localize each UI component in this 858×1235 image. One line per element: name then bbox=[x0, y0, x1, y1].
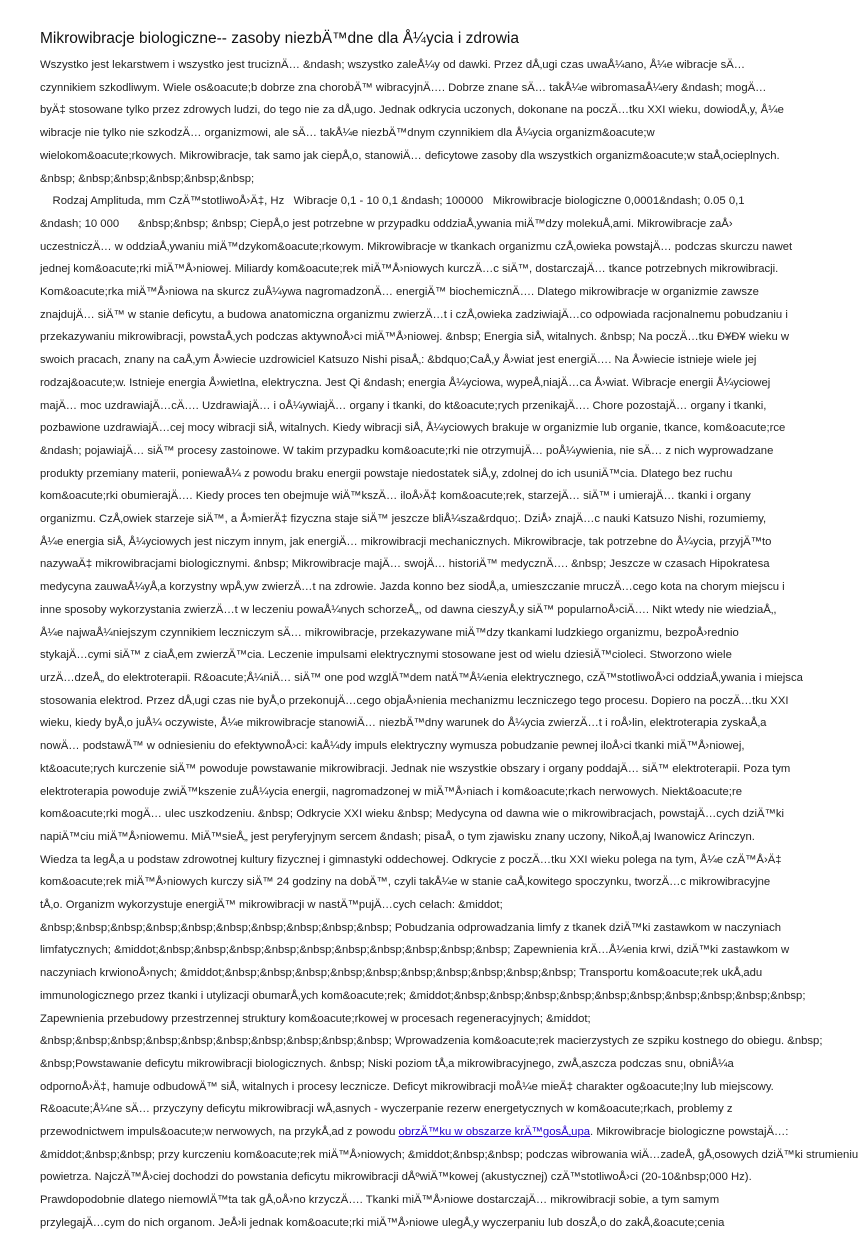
text-line: kt&oacute;rych kurczenie siÄ™ powoduje powstawanie mikrowibracji. Jednak nie wszystkie obszary i organy poddajÄ… siÄ™ elektroterapii. Poza tym bbox=[40, 762, 791, 775]
text-line: stykajÄ…cymi siÄ™ z ciaÅ‚em zwierzÄ™cia. Leczenie impulsami elektrycznymi stosowane jest od wielu dziesiÄ™cioleci. Stworzono wiele bbox=[40, 649, 732, 662]
text-line: medycyna zauwaÅ¼yÅ‚a korzystny wpÅ‚yw zwierzÄ…t na zdrowie. Jazda konno bez siodÅ‚a, umieszczanie mruczÄ…cego kota na chorym miejscu i bbox=[40, 581, 785, 594]
text-line: nowÄ… podstawÄ™ w odniesieniu do efektywnoÅ›ci: kaÅ¼dy impuls elektryczny wymusza pobudzanie pewnej iloÅ›ci tkanki miÄ™Å›niowej, bbox=[40, 740, 745, 753]
text-line: nazywaÄ‡ mikrowibracjami biologicznymi. &nbsp; Mikrowibracje majÄ… swojÄ… historiÄ™ medycznÄ…. &nbsp; Jeszcze w czasach Hipokratesa bbox=[40, 558, 770, 571]
text-line: wielokom&oacute;rkowych. Mikrowibracje, tak samo jak ciepÅ‚o, stanowiÄ… deficytowe zasoby dla wszystkich organizm&oacute;w staÅ‚ocieplnych. bbox=[40, 149, 780, 162]
text-line: Rodzaj Amplituda, mm CzÄ™stotliwoÅ›Ä‡, Hz Wibracje 0,1 - 10 0,1 &ndash; 100000 Mikrowibracje biologiczne 0,0001&ndash; 0.05 0,1 bbox=[40, 195, 745, 208]
text-line: &ndash; pojawiajÄ… siÄ™ procesy zastoinowe. W takim przypadku kom&oacute;rki nie otrzymujÄ… poÅ¼ywienia, nie sÄ… z nich wyprowadzane bbox=[40, 444, 774, 457]
text-line: organizmu. CzÅ‚owiek starzeje siÄ™, a Å›mierÄ‡ fizyczna staje siÄ™ jeszcze bliÅ¼sza&rdquo;. DziÅ› znajÄ…c nauki Katsuzo Nishi, rozumiemy, bbox=[40, 513, 767, 526]
article-body bbox=[40, 54, 858, 1235]
text-line: Kom&oacute;rka miÄ™Å›niowa na skurcz zuÅ¼ywa nagromadzonÄ… energiÄ™ biochemicznÄ…. Dlatego mikrowibracje w organizmie zawsze bbox=[40, 286, 759, 299]
text-line-with-link bbox=[40, 1121, 789, 1144]
text-line: immunologicznego przez tkanki i utylizacji obumarÅ‚ych kom&oacute;rek; &middot;&nbsp;&nbsp;&nbsp;&nbsp;&nbsp;&nbsp;&nbsp;&nbsp;&nbsp;&nbsp; bbox=[40, 989, 806, 1002]
text-line: wibracje nie tylko nie szkodzÄ… organizmowi, ale sÄ… takÅ¼e niezbÄ™dnym czynnikiem dla Å¼ycia organizm&oacute;w bbox=[40, 127, 655, 140]
text-line: &nbsp;&nbsp;&nbsp;&nbsp;&nbsp;&nbsp;&nbsp;&nbsp;&nbsp;&nbsp; Wprowadzenia kom&oacute;rek macierzystych ze szpiku kostnego do obiegu. &nbsp; bbox=[40, 1035, 823, 1048]
text-line: rodzaj&oacute;w. Istnieje energia Å›wietlna, elektryczna. Jest Qi &ndash; energia Å¼yciowa, wypeÅ‚niajÄ…ca Å›wiat. Wibracje energii Å¼yciowej bbox=[40, 376, 771, 389]
text-line: &ndash; 10 000 &nbsp;&nbsp; &nbsp; CiepÅ‚o jest potrzebne w przypadku oddziaÅ‚ywania miÄ™dzy molekuÅ‚ami. Mikrowibracje zaÅ› bbox=[40, 217, 733, 230]
text-line: naczyniach krwionoÅ›nych; &middot;&nbsp;&nbsp;&nbsp;&nbsp;&nbsp;&nbsp;&nbsp;&nbsp;&nbsp;&nbsp; Transportu kom&oacute;rek ukÅ‚adu bbox=[40, 967, 763, 980]
text-line: byÄ‡ stosowane tylko przez zdrowych ludzi, do tego nie za dÅ‚ugo. Jednak odkrycia uczonych, dokonane na poczÄ…tku XXI wieku, dowiodÅ‚y, Å¼e bbox=[40, 104, 784, 117]
text-line: powietrza. NajczÄ™Å›ciej dochodzi do powstania deficytu mikrowibracji dÅºwiÄ™kowej (akustycznej) czÄ™stotliwoÅ›ci (20-10&nbsp;000 Hz). bbox=[40, 1171, 752, 1184]
text-line: znajdujÄ… siÄ™ w stanie deficytu, a budowa anatomiczna organizmu zwierzÄ…t i czÅ‚owieka zadziwiajÄ…co odpowiada racjonalnemu pobudzaniu i bbox=[40, 308, 788, 321]
text-line: napiÄ™ciu miÄ™Å›niowemu. MiÄ™sieÅ„ jest peryferyjnym sercem &ndash; pisaÅ‚ o tym zjawisku znany uczony, NikoÅ‚aj Iwanowicz Arinczyn. bbox=[40, 830, 755, 843]
text-line: urzÄ…dzeÅ„ do elektroterapii. R&oacute;Å¼niÄ… siÄ™ one pod wzglÄ™dem natÄ™Å¼enia elektrycznego, czÄ™stotliwoÅ›ci oddziaÅ‚ywania i miejsca bbox=[40, 671, 803, 684]
text-line: inne sposoby wykorzystania zwierzÄ…t w leczeniu powaÅ¼nych schorzeÅ„, od dawna cieszyÅ‚y siÄ™ popularnoÅ›ciÄ…. Nikt wtedy nie wiedziaÅ‚, bbox=[40, 603, 777, 616]
text-line: przylegajÄ…cym do nich organom. JeÅ›li jednak kom&oacute;rki miÄ™Å›niowe ulegÅ‚y wyczerpaniu lub doszÅ‚o do zakÅ‚&oacute;cenia bbox=[40, 1216, 725, 1229]
text-line: elektroterapia powoduje zwiÄ™kszenie zuÅ¼ycia energii, nagromadzonej w miÄ™Å›niach i kom&oacute;rkach nerwowych. Niekt&oacute;re bbox=[40, 785, 742, 798]
text-line: limfatycznych; &middot;&nbsp;&nbsp;&nbsp;&nbsp;&nbsp;&nbsp;&nbsp;&nbsp;&nbsp;&nbsp; Zapewnienia krÄ…Å¼enia krwi, dziÄ™ki zastawkom w bbox=[40, 944, 790, 957]
text-line: &nbsp;&nbsp;&nbsp;&nbsp;&nbsp;&nbsp;&nbsp;&nbsp;&nbsp;&nbsp; Pobudzania odprowadzania limfy z tkanek dziÄ™ki zastawkom w naczyniach bbox=[40, 921, 782, 934]
page-title: Mikrowibracje biologiczne-- zasoby niezbÄ™dne dla Å¼ycia i zdrowia bbox=[40, 30, 519, 47]
text-line: &nbsp; &nbsp;&nbsp;&nbsp;&nbsp;&nbsp; bbox=[40, 172, 255, 185]
text-line: czynnikiem szkodliwym. Wiele os&oacute;b dobrze zna chorobÄ™ wibracyjnÄ…. Dobrze znane sÄ… takÅ¼e wibromasaÅ¼ery &ndash; mogÄ… bbox=[40, 81, 767, 94]
text-line: wieku, kiedy byÅ‚o juÅ¼ oczywiste, Å¼e mikrowibracje stanowiÄ… niezbÄ™dny warunek do Å¼ycia zwierzÄ…t i roÅ›lin, elektroterapia zyskaÅ‚a bbox=[40, 717, 767, 730]
text-line: przekazywaniu mikrowibracji, powstaÅ‚ych podczas aktywnoÅ›ci miÄ™Å›niowej. &nbsp; Energia siÅ‚ witalnych. &nbsp; Na poczÄ…tku Ð¥Ð¥ wieku w bbox=[40, 331, 790, 344]
text-line: R&oacute;Å¼ne sÄ… przyczyny deficytu mikrowibracji wÅ‚asnych - wyczerpanie rezerw energetycznych w kom&oacute;rkach, problemy z bbox=[40, 1103, 733, 1116]
text-line: Wszystko jest lekarstwem i wszystko jest truciznÄ… &ndash; wszystko zaleÅ¼y od dawki. Przez dÅ‚ugi czas uwaÅ¼ano, Å¼e wibracje sÄ… bbox=[40, 59, 746, 71]
text-fragment: . Mikrowibracje biologiczne powstajÄ…: bbox=[590, 1126, 789, 1139]
text-fragment: przewodnictwem impuls&oacute;w nerwowych, na przykÅ‚ad z powodu bbox=[40, 1126, 399, 1139]
text-line: majÄ… moc uzdrawiajÄ…cÄ…. UzdrawiajÄ… i oÅ¼ywiajÄ… organy i tkanki, do kt&oacute;rych przenikajÄ…. Chore pozostajÄ… organy i tkanki, bbox=[40, 399, 767, 412]
text-line: Å¼e energia siÅ‚ Å¼yciowych jest niczym innym, jak energiÄ… mikrowibracji mechanicznych. Mikrowibracje, tak potrzebne do Å¼ycia, przyjÄ™to bbox=[40, 535, 772, 548]
text-line: produkty przemiany materii, poniewaÅ¼ z powodu braku energii powstaje niedostatek siÅ‚y, zdolnej do ich usuniÄ™cia. Dlatego bez ruchu bbox=[40, 467, 733, 480]
text-line: kom&oacute;rki mogÄ… ulec uszkodzeniu. &nbsp; Odkrycie XXI wieku &nbsp; Medycyna od dawna wie o mikrowibracjach, powstajÄ…cych dziÄ™ki bbox=[40, 808, 785, 821]
text-line: tÅ‚o. Organizm wykorzystuje energiÄ™ mikrowibracji w nastÄ™pujÄ…cych celach: &middot; bbox=[40, 899, 503, 912]
text-line: jednej kom&oacute;rki miÄ™Å›niowej. Miliardy kom&oacute;rek miÄ™Å›niowych kurczÄ…c siÄ™, dostarczajÄ… tkance potrzebnych mikrowibracji. bbox=[40, 263, 779, 276]
text-line: odpornoÅ›Ä‡, hamuje odbudowÄ™ siÅ‚ witalnych i procesy lecznicze. Deficyt mikrowibracji moÅ¼e mieÄ‡ charakter og&oacute;lny lub miejscowy. bbox=[40, 1080, 774, 1093]
spine-edema-link[interactable]: obrzÄ™ku w obszarze krÄ™gosÅ‚upa bbox=[398, 1126, 591, 1139]
text-line: Wiedza ta legÅ‚a u podstaw zdrowotnej kultury fizycznej i gimnastyki oddechowej. Odkrycie z poczÄ…tku XXI wieku polega na tym, Å¼e czÄ™Å›Ä‡ bbox=[40, 853, 782, 866]
text-line: kom&oacute;rki obumierajÄ…. Kiedy proces ten obejmuje wiÄ™kszÄ… iloÅ›Ä‡ kom&oacute;rek, starzejÄ… siÄ™ i umierajÄ… tkanki i organy bbox=[40, 490, 751, 503]
text-line: &nbsp;Powstawanie deficytu mikrowibracji biologicznych. &nbsp; Niski poziom tÅ‚a mikrowibracyjnego, zwÅ‚aszcza podczas snu, obniÅ¼a bbox=[40, 1057, 734, 1070]
text-line: Å¼e najwaÅ¼niejszym czynnikiem leczniczym sÄ… mikrowibracje, przekazywane miÄ™dzy tkankami ludzkiego organizmu, bezpoÅ›rednio bbox=[40, 626, 739, 639]
text-line: kom&oacute;rek miÄ™Å›niowych kurczy siÄ™ 24 godziny na dobÄ™, czyli takÅ¼e w stanie caÅ‚kowitego spoczynku, tworzÄ…c mikrowibracyjne bbox=[40, 876, 771, 889]
text-line: Prawdopodobnie dlatego niemowlÄ™ta tak gÅ‚oÅ›no krzyczÄ…. Tkanki miÄ™Å›niowe dostarczajÄ… mikrowibracji sobie, a tym samym bbox=[40, 1194, 720, 1207]
text-line: Zapewnienia przebudowy przestrzennej struktury kom&oacute;rkowej w procesach regeneracyjnych; &middot; bbox=[40, 1012, 591, 1025]
text-line: pozbawione uzdrawiajÄ…cej mocy wibracji siÅ‚ witalnych. Kiedy wibracji siÅ‚ Å¼yciowych brakuje w organizmie lub organie, tkance, kom&oacute;rce bbox=[40, 422, 786, 435]
text-line: swoich pracach, znany na caÅ‚ym Å›wiecie uzdrowiciel Katsuzo Nishi pisaÅ‚: &bdquo;CaÅ‚y Å›wiat jest energiÄ…. Na Å›wiecie istnieje wiele jej bbox=[40, 354, 757, 367]
text-line: uczestniczÄ… w oddziaÅ‚ywaniu miÄ™dzykom&oacute;rkowym. Mikrowibracje w tkankach organizmu czÅ‚owieka powstajÄ… podczas skurczu nawet bbox=[40, 240, 793, 253]
text-line: &middot;&nbsp;&nbsp; przy kurczeniu kom&oacute;rek miÄ™Å›niowych; &middot;&nbsp;&nbsp; podczas wibrowania wiÄ…zadeÅ‚ gÅ‚osowych dziÄ™ki strumieniu bbox=[40, 1148, 858, 1161]
text-line: stosowania elektrod. Przez dÅ‚ugi czas nie byÅ‚o przekonujÄ…cego objaÅ›nienia mechanizmu leczniczego tego procesu. Dopiero na poczÄ…tku XXI bbox=[40, 694, 789, 707]
